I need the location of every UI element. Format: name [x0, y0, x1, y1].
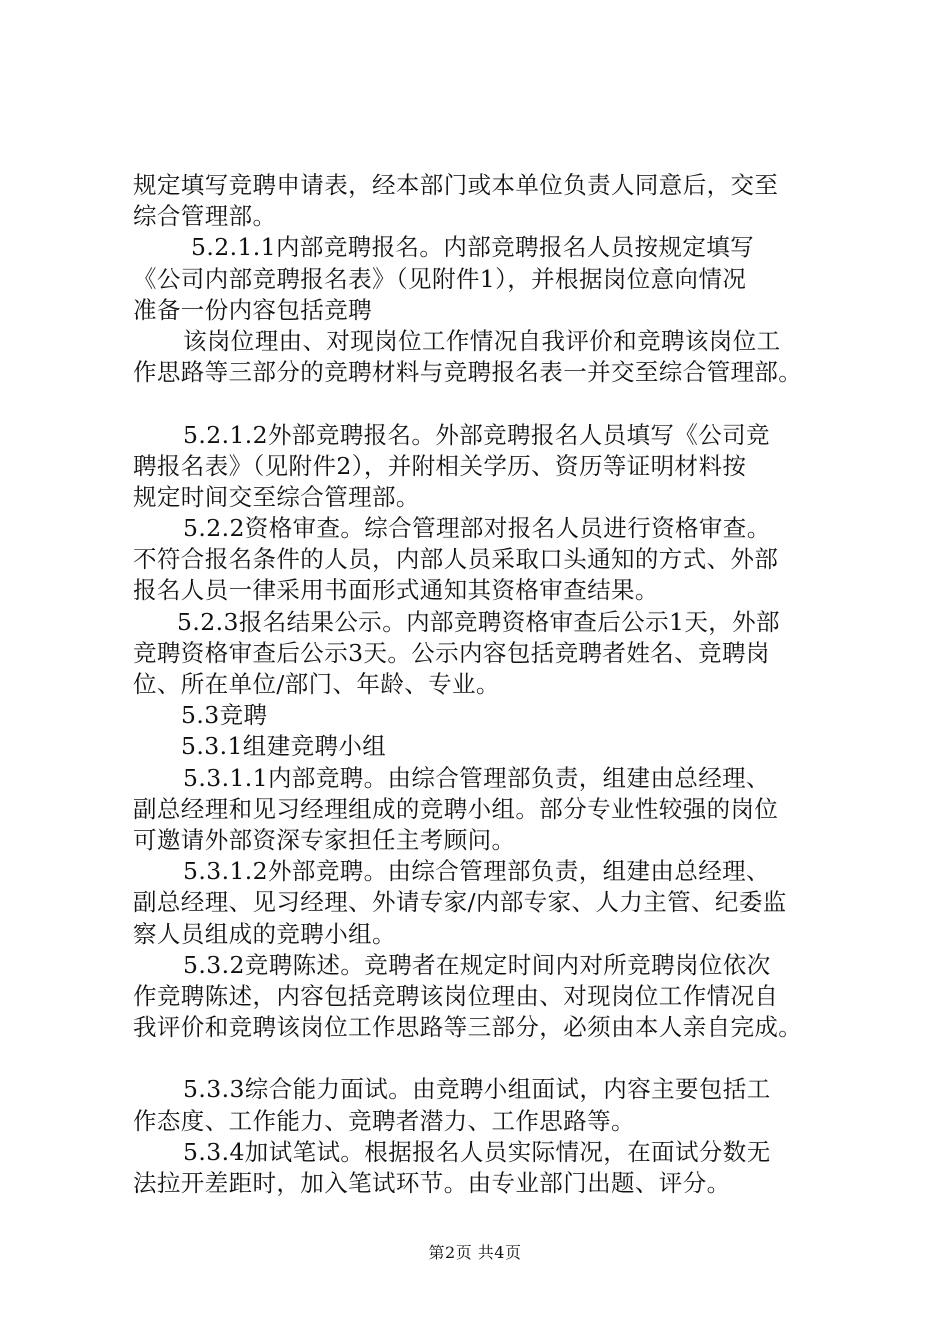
text-line: 该岗位理由、对现岗位工作情况自我评价和竞聘该岗位工	[183, 326, 781, 355]
blank-line	[133, 1043, 853, 1074]
text-line: 5.2.2资格审查。综合管理部对报名人员进行资格审查。	[183, 514, 771, 543]
text-line: 综合管理部。	[133, 202, 277, 231]
text-line: 5.3.3综合能力面试。由竞聘小组面试，内容主要包括工	[183, 1075, 771, 1104]
text-line: 5.2.3报名结果公示。内部竞聘资格审查后公示1天，外部	[177, 607, 780, 636]
text-line: 5.3竞聘	[181, 701, 268, 730]
text-line: 5.3.4加试笔试。根据报名人员实际情况，在面试分数无	[183, 1137, 771, 1166]
text-line: 《公司内部竞聘报名表》（见附件1），并根据岗位意向情况	[133, 264, 747, 293]
text-line: 法拉开差距时，加入笔试环节。由专业部门出题、评分。	[133, 1169, 731, 1197]
text-line: 5.3.1.2外部竞聘。由综合管理部负责，组建由总经理、	[183, 857, 770, 886]
text-line: 作态度、工作能力、竞聘者潜力、工作思路等。	[133, 1106, 635, 1135]
text-line: 报名人员一律采用书面形式通知其资格审查结果。	[133, 576, 659, 605]
text-line: 规定时间交至综合管理部。	[133, 482, 420, 511]
blank-line	[133, 388, 853, 419]
text-line: 副总经理、见习经理、外请专家/内部专家、人力主管、纪委监	[133, 888, 787, 917]
text-line: 位、所在单位/部门、年龄、专业。	[133, 670, 500, 698]
body-text	[133, 170, 853, 1199]
text-line: 5.2.1.2外部竞聘报名。外部竞聘报名人员填写《公司竞	[183, 420, 770, 449]
text-line: 5.3.2竞聘陈述。竞聘者在规定时间内对所竞聘岗位依次	[183, 950, 771, 979]
text-line: 聘报名表》（见附件2），并附相关学历、资历等证明材料按	[133, 451, 747, 480]
text-line: 察人员组成的竞聘小组。	[133, 919, 396, 948]
text-line: 规定填写竞聘申请表，经本部门或本单位负责人同意后，交至	[133, 171, 779, 199]
text-line: 可邀请外部资深专家担任主考顾问。	[133, 825, 516, 854]
page-footer: 第2页 共4页	[428, 1243, 522, 1262]
text-line: 我评价和竞聘该岗位工作思路等三部分，必须由本人亲自完成。	[133, 1013, 803, 1042]
text-line: 5.2.1.1内部竞聘报名。内部竞聘报名人员按规定填写	[191, 233, 755, 262]
text-line: 5.3.1组建竞聘小组	[181, 732, 387, 761]
text-line: 不符合报名条件的人员，内部人员采取口头通知的方式、外部	[133, 545, 779, 574]
text-line: 作竞聘陈述，内容包括竞聘该岗位理由、对现岗位工作情况自	[133, 981, 779, 1010]
text-line: 副总经理和见习经理组成的竞聘小组。部分专业性较强的岗位	[133, 794, 779, 823]
text-line: 5.3.1.1内部竞聘。由综合管理部负责，组建由总经理、	[183, 763, 770, 792]
text-line: 竞聘资格审查后公示3天。公示内容包括竞聘者姓名、竞聘岗	[133, 638, 770, 667]
text-line: 准备一份内容包括竞聘	[133, 295, 372, 324]
text-line: 作思路等三部分的竞聘材料与竞聘报名表一并交至综合管理部。	[133, 358, 803, 387]
